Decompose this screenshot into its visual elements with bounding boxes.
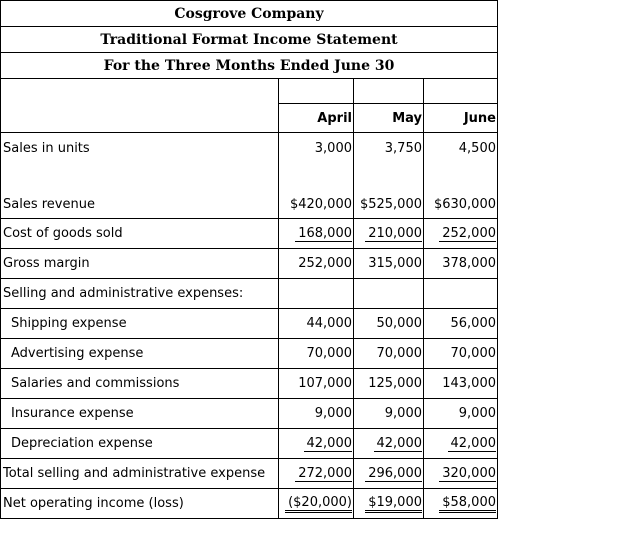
- cell-june: 320,000: [439, 466, 496, 482]
- row-label: Gross margin: [1, 249, 279, 279]
- column-header-june: June: [424, 104, 498, 133]
- cell-april: 44,000: [279, 309, 354, 339]
- cell-june: 9,000: [424, 399, 498, 429]
- section-heading: Selling and administrative expenses:: [1, 279, 279, 309]
- cell-may: $525,000: [354, 164, 424, 219]
- row-label: Advertising expense: [1, 339, 279, 369]
- column-header-april: April: [279, 104, 354, 133]
- row-gross-margin: [1, 249, 498, 279]
- cell-april: 107,000: [279, 369, 354, 399]
- cell-april: 252,000: [279, 249, 354, 279]
- blank-cell: [424, 279, 498, 309]
- row-label: Insurance expense: [1, 399, 279, 429]
- row-label: Salaries and commissions: [1, 369, 279, 399]
- cell-may: 3,750: [354, 133, 424, 164]
- row-sga-heading: [1, 279, 498, 309]
- statement-period: For the Three Months Ended June 30: [1, 53, 498, 79]
- company-name: Cosgrove Company: [1, 1, 498, 27]
- cell-april: 42,000: [304, 436, 353, 452]
- row-insurance-expense: [1, 399, 498, 429]
- cell-june: 252,000: [439, 226, 496, 242]
- cell-june: 42,000: [448, 436, 497, 452]
- row-net-operating-income: [1, 489, 498, 519]
- row-total-sga: [1, 459, 498, 489]
- cell-may: 42,000: [374, 436, 423, 452]
- cell-may: 315,000: [354, 249, 424, 279]
- row-label: Depreciation expense: [1, 429, 279, 459]
- blank-cell: [1, 104, 279, 133]
- cell-april: 3,000: [279, 133, 354, 164]
- cell-june: 70,000: [424, 339, 498, 369]
- cell-may: 50,000: [354, 309, 424, 339]
- cell-april: ($20,000): [285, 495, 352, 513]
- cell-june: 378,000: [424, 249, 498, 279]
- cell-may: 296,000: [365, 466, 422, 482]
- row-label: Shipping expense: [1, 309, 279, 339]
- blank-cell: [1, 79, 279, 104]
- cell-june: 143,000: [424, 369, 498, 399]
- blank-cell: [279, 79, 354, 104]
- row-advertising-expense: [1, 339, 498, 369]
- cell-april: 70,000: [279, 339, 354, 369]
- cell-may: 210,000: [365, 226, 422, 242]
- row-label: Net operating income (loss): [1, 489, 279, 519]
- column-header-row: [1, 104, 498, 133]
- column-header-may: May: [354, 104, 424, 133]
- blank-cell: [279, 279, 354, 309]
- cell-april: 9,000: [279, 399, 354, 429]
- cell-june: $630,000: [424, 164, 498, 219]
- blank-cell: [354, 279, 424, 309]
- cell-may: 9,000: [354, 399, 424, 429]
- row-label: Sales revenue: [1, 164, 279, 219]
- cell-april: $420,000: [279, 164, 354, 219]
- cell-april: 168,000: [295, 226, 352, 242]
- cell-june: $58,000: [439, 495, 496, 513]
- row-label: Cost of goods sold: [1, 219, 279, 249]
- cell-april: 272,000: [295, 466, 352, 482]
- cell-june: 4,500: [424, 133, 498, 164]
- statement-title: Traditional Format Income Statement: [1, 27, 498, 53]
- row-label: Sales in units: [1, 133, 279, 164]
- cell-june: 56,000: [424, 309, 498, 339]
- row-depreciation-expense: [1, 429, 498, 459]
- row-label: Total selling and administrative expense: [1, 459, 279, 489]
- blank-cell: [424, 79, 498, 104]
- row-shipping-expense: [1, 309, 498, 339]
- cell-may: 125,000: [354, 369, 424, 399]
- cell-may: 70,000: [354, 339, 424, 369]
- blank-cell: [354, 79, 424, 104]
- row-cost-of-goods-sold: [1, 219, 498, 249]
- row-sales-revenue: [1, 164, 498, 219]
- cell-may: $19,000: [365, 495, 422, 513]
- row-sales-units: [1, 133, 498, 164]
- row-salaries-commissions: [1, 369, 498, 399]
